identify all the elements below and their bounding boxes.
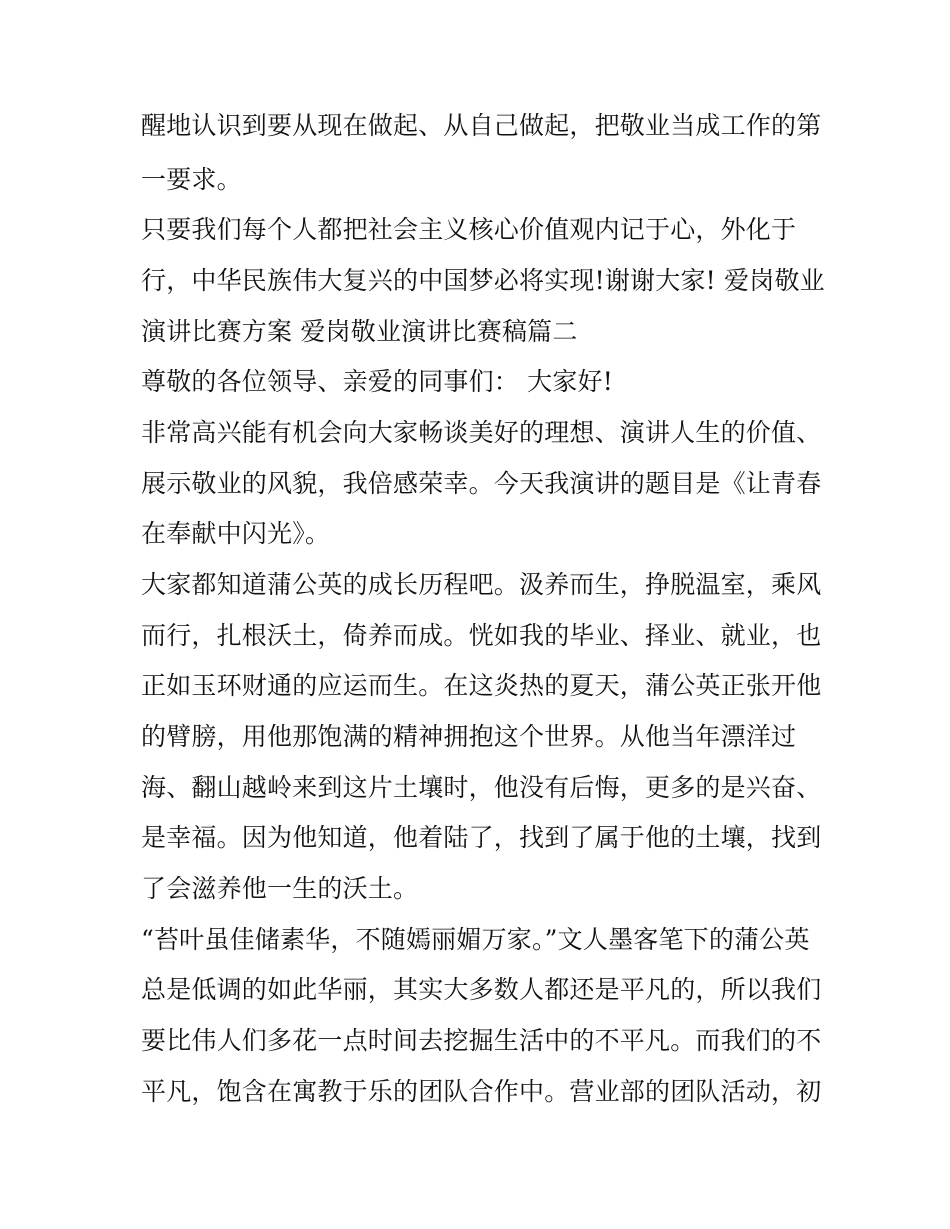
text-line: 非常高兴能有机会向大家畅谈美好的理想、演讲人生的价值、 [141, 418, 822, 447]
text-line: 要比伟人们多花一点时间去挖掘生活中的不平凡。而我们的不 [141, 1026, 822, 1055]
text-line: 是幸福。因为他知道，他着陆了，找到了属于他的土壤，找到 [141, 823, 822, 852]
text-line: 在奉献中闪光》。 [141, 519, 331, 548]
text-line: 了会滋养他一生的沃土。 [141, 874, 419, 903]
text-line: 尊敬的各位领导、亲爱的同事们： 大家好! [141, 367, 613, 396]
text-line: 一要求。 [141, 165, 242, 194]
text-line: 平凡，饱含在寓教于乐的团队合作中。营业部的团队活动，初 [141, 1077, 822, 1106]
text-line: 的臂膀，用他那饱满的精神拥抱这个世界。从他当年漂洋过 [141, 722, 797, 751]
text-line: 大家都知道蒲公英的成长历程吧。汲养而生，挣脱温室，乘风 [141, 570, 822, 599]
text-line: 行，中华民族伟大复兴的中国梦必将实现!谢谢大家! 爱岗敬业 [141, 266, 825, 295]
text-line: 正如玉环财通的应运而生。在这炎热的夏天，蒲公英正张开他 [141, 671, 822, 700]
text-line: “苔叶虽佳储素华，不随嫣丽媚万家。”文人墨客笔下的蒲公英 [141, 925, 810, 954]
text-line: 只要我们每个人都把社会主义核心价值观内记于心，外化于 [141, 215, 797, 244]
text-line: 演讲比赛方案 爱岗敬业演讲比赛稿篇二 [141, 317, 578, 346]
text-line: 而行，扎根沃土，倚养而成。恍如我的毕业、择业、就业，也 [141, 621, 822, 650]
text-line: 总是低调的如此华丽，其实大多数人都还是平凡的，所以我们 [141, 975, 822, 1004]
text-line: 醒地认识到要从现在做起、从自己做起，把敬业当成工作的第 [141, 111, 822, 140]
text-line: 展示敬业的风貌，我倍感荣幸。今天我演讲的题目是《让青春 [141, 469, 822, 498]
text-line: 海、翻山越岭来到这片土壤时，他没有后悔，更多的是兴奋、 [141, 773, 822, 802]
